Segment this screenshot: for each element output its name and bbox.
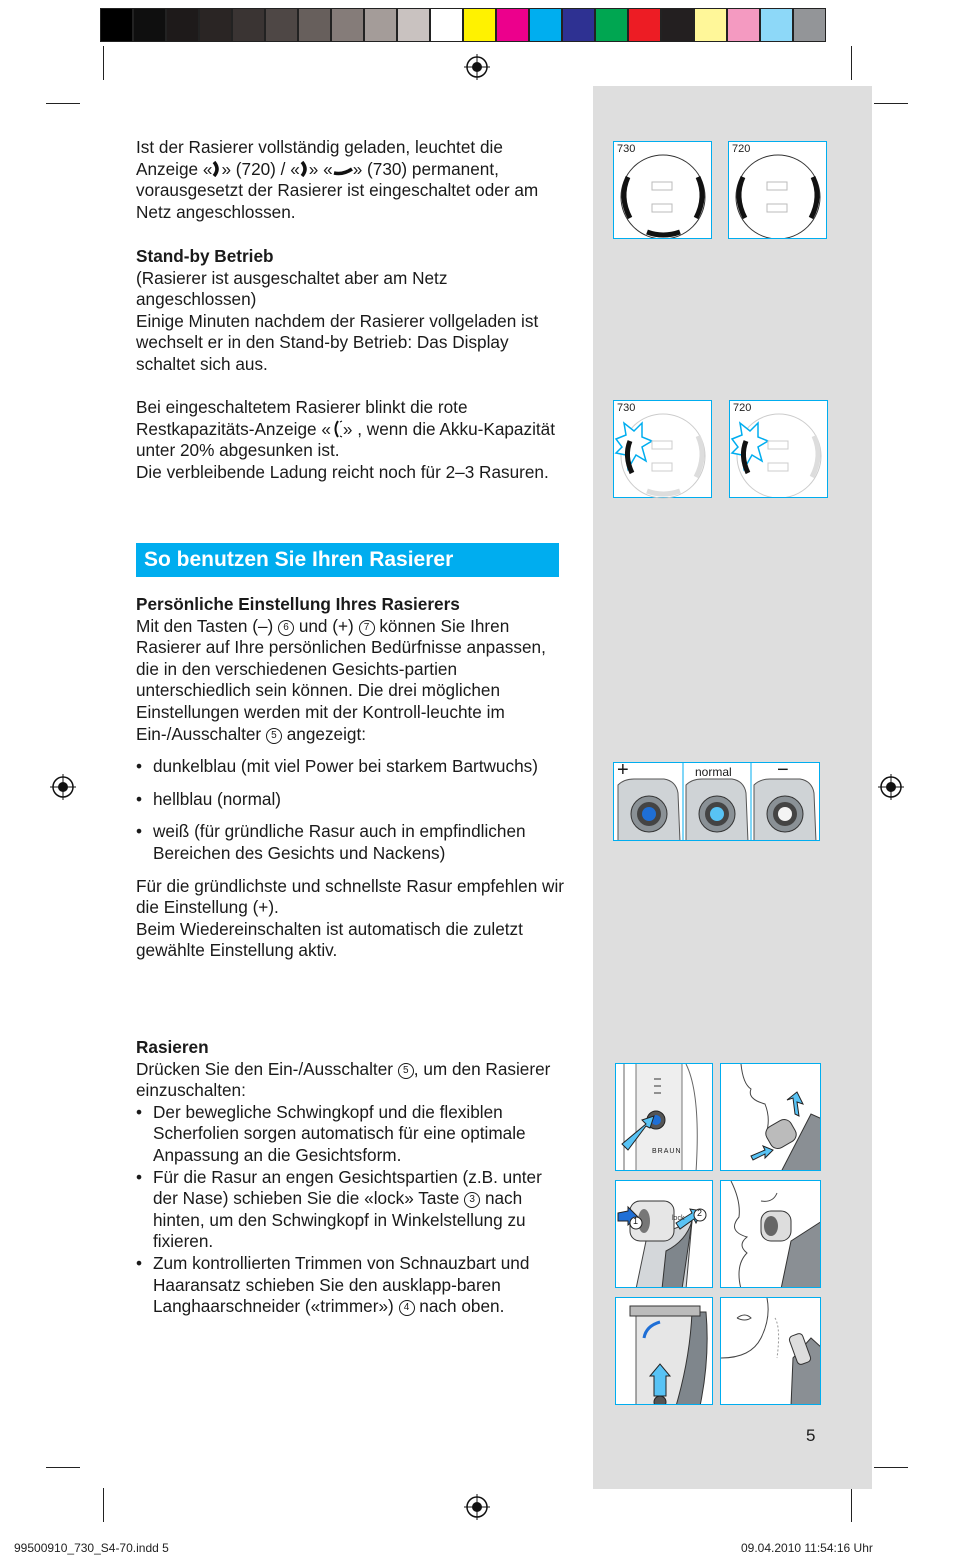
display-illustration (730, 401, 828, 498)
normal-label: normal (695, 765, 732, 779)
color-swatch (133, 8, 166, 42)
display-figure-730-full: 730 (613, 141, 712, 239)
footer-filename: 99500910_730_S4-70.indd 5 (14, 1541, 169, 1555)
lock-label: lock (672, 1215, 685, 1222)
section-heading: So benutzen Sie Ihren Rasierer (136, 543, 559, 577)
display-figure-720-low: 720 (729, 400, 828, 498)
footer-timestamp: 09.04.2010 11:54:16 Uhr (741, 1541, 873, 1555)
registration-mark-right (878, 774, 904, 800)
color-swatch (100, 8, 133, 42)
battery-segment-icon (300, 161, 309, 177)
display-illustration (614, 401, 713, 499)
color-swatch (364, 8, 397, 42)
color-swatch (265, 8, 298, 42)
ref-number: 5 (398, 1063, 414, 1079)
color-swatch (331, 8, 364, 42)
color-swatch (628, 8, 661, 42)
color-swatch (463, 8, 496, 42)
list-item: • weiß (für gründliche Rasur auch in empfindlichen Bereichen des Gesichts und Nackens) (136, 821, 526, 863)
figure-nose-shaving (720, 1180, 821, 1288)
page-number: 5 (806, 1426, 816, 1445)
figure-trimmer (615, 1297, 713, 1405)
list-item: • Für die Rasur an engen Gesichtspartien (z.B. unter der Nase) schieben Sie die «lock» Taste 3 nach hinten, um den Schwingkopf in Winkelstellung zu fixieren. (136, 1166, 542, 1252)
battery-bar-icon (333, 164, 353, 176)
step-1-label: 1 (633, 1216, 639, 1226)
color-swatch (694, 8, 727, 42)
color-swatch (430, 8, 463, 42)
list-item: • dunkelblau (mit viel Power bei starkem Bartwuchs) (136, 756, 538, 777)
color-swatch (760, 8, 793, 42)
color-swatch (496, 8, 529, 42)
color-swatch (232, 8, 265, 42)
display-illustration (729, 142, 827, 239)
color-swatch (727, 8, 760, 42)
color-swatch (529, 8, 562, 42)
registration-mark-top (464, 54, 490, 80)
rest-capacity-paragraph: Bei eingeschaltetem Rasierer blinkt die rote Restkapazitäts-Anzeige « » , wenn die Akku-Kapazität unter 20% abgesunken ist. Die verbleibende Ladung reicht noch für 2–3 Rasuren. (136, 397, 556, 482)
ref-number: 4 (399, 1300, 415, 1316)
ref-number: 3 (464, 1192, 480, 1208)
settings-section: Persönliche Einstellung Ihres Rasierers Mit den Tasten (–) 6 und (+) 7 können Sie Ihren Rasierer auf Ihre persönlichen Bedürfnisse anpassen, die in den verschiedenen Gesichts-partien unterschiedlich sein können. Die drei möglichen Einstellungen werden mit der Kontroll-leuchte im Ein-/Ausschalter 5 angezeigt: • dunkelblau (mit viel Power bei starkem Bartwuchs) • hellblau (normal) • weiß (für gründliche Rasur auch in empfindlichen Bereichen des Gesichts und Nackens) Für die gründlichste und schnellste Rasur empfehlen wir die Einstellung (+). Beim Wiedereinschalten ist automatisch die zuletzt gewählte Einstellung aktiv. (136, 594, 564, 961)
display-figure-720-full: 720 (728, 141, 827, 239)
ref-number: 6 (278, 620, 294, 636)
plus-label: + (617, 762, 629, 781)
color-swatch (562, 8, 595, 42)
shaving-title: Rasieren (136, 1037, 209, 1057)
brand-logo: BRAUN (652, 1148, 682, 1155)
display-illustration (614, 142, 712, 239)
color-swatch (595, 8, 628, 42)
list-item: • Der bewegliche Schwingkopf und die flexiblen Scherfolien sorgen automatisch für eine optimale Anpassung an die Gesichtsform. (136, 1101, 526, 1165)
trimmer-illustration (616, 1298, 713, 1405)
minus-label: − (777, 762, 789, 781)
figure-face-shaving (720, 1063, 821, 1171)
color-swatch (661, 8, 694, 42)
list-item: • Zum kontrollierten Trimmen von Schnauzbart und Haaransatz schieben Sie den ausklapp-baren Langhaarschneider («trimmer») 4 nach oben. (136, 1252, 530, 1317)
lock-illustration (616, 1181, 713, 1288)
color-calibration-strip (100, 8, 826, 42)
blinking-segment-icon (331, 420, 343, 438)
color-swatch (793, 8, 826, 42)
sideburn-illustration (721, 1298, 821, 1405)
figure-lock (615, 1180, 713, 1288)
ref-number: 7 (359, 620, 375, 636)
standby-note: (Rasierer ist ausgeschaltet aber am Netz angeschlossen) (136, 267, 448, 310)
registration-mark-left (50, 774, 76, 800)
nose-shaving-illustration (721, 1181, 821, 1288)
standby-section (136, 246, 564, 376)
figure-sideburn-trim (720, 1297, 821, 1405)
color-swatch (199, 8, 232, 42)
registration-mark-bottom (464, 1494, 490, 1520)
figure-switch-on (615, 1063, 713, 1171)
display-figure-730-low: 730 (613, 400, 712, 498)
step-2-label: 2 (697, 1208, 703, 1218)
power-mode-figure (613, 762, 820, 841)
color-swatch (166, 8, 199, 42)
ref-number: 5 (266, 728, 282, 744)
color-swatch (298, 8, 331, 42)
standby-text: Einige Minuten nachdem der Rasierer vollgeladen ist wechselt er in den Stand-by Betrieb: Das Display schaltet sich aus. (136, 310, 539, 374)
color-swatch (397, 8, 430, 42)
shaving-section: Rasieren Drücken Sie den Ein-/Ausschalter 5 , um den Rasierer einzuschalten: • Der bewegliche Schwingkopf und die flexiblen Scherfolien sorgen automatisch für eine optimale Anpassung an die Gesichtsform. • Für die Rasur an engen Gesichtspartien (z.B. unter der Nase) schieben Sie die «lock» Taste 3 nach hinten, um den Schwingkopf in Winkelstellung zu fixieren. • Zum kontrollierten Trimmen von Schnauzbart und Haaransatz schieben Sie den ausklapp-baren Langhaarschneider («trimmer») 4 nach oben. (136, 1037, 564, 1318)
face-shaving-illustration (721, 1064, 821, 1171)
standby-title: Stand-by Betrieb (136, 246, 274, 266)
list-item: • hellblau (normal) (136, 788, 282, 809)
settings-title: Persönliche Einstellung Ihres Rasierers (136, 594, 460, 614)
charge-full-paragraph: Ist der Rasierer vollständig geladen, leuchtet die Anzeige « » (720) / « » « » (730) permanent, vorausgesetzt der Rasierer ist eingeschaltet oder am Netz angeschlossen. (136, 137, 539, 222)
